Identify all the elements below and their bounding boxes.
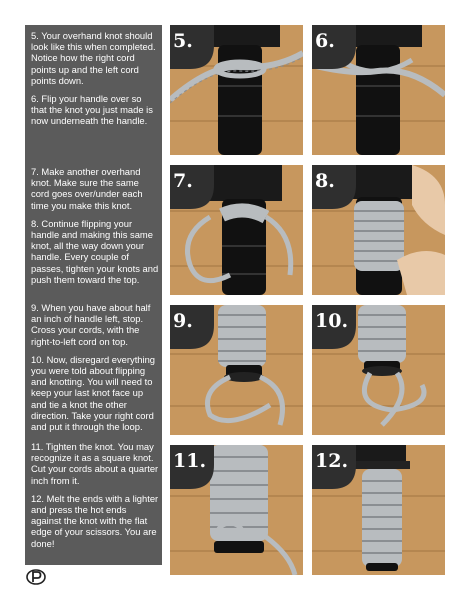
instructions-panel bbox=[25, 25, 162, 565]
badge-label: 9. bbox=[173, 310, 193, 332]
step-group-5-6 bbox=[31, 30, 159, 134]
badge-step-12 bbox=[312, 445, 356, 489]
badge-label: 6. bbox=[315, 30, 335, 52]
step-group-9-10 bbox=[31, 302, 159, 439]
badge-label: 10. bbox=[315, 310, 349, 332]
step-11-text: 11. Tighten the knot. You may recognize it as a square knot. Cut your cords about a quarter inch from it. bbox=[31, 441, 159, 486]
step-10-text: 10. Now, disregard everything you were told about flipping and knotting. You will need to keep your last knot face up and tie a knot the other direction. Take your right cord and put it through the loop. bbox=[31, 353, 156, 433]
badge-label: 5. bbox=[173, 30, 193, 52]
p-circle-logo-icon bbox=[26, 567, 46, 587]
badge-step-5 bbox=[170, 25, 214, 69]
badge-step-7 bbox=[170, 165, 214, 209]
step-8-text: 8. Continue flipping your handle and making this same knot, all the way down your handle. Every couple of passes, tighten your knots and push them toward the top. bbox=[31, 217, 159, 285]
step-group-11-12 bbox=[31, 441, 159, 556]
badge-step-11 bbox=[170, 445, 214, 489]
badge-step-6 bbox=[312, 25, 356, 69]
badge-label: 8. bbox=[315, 170, 335, 192]
badge-label: 11. bbox=[173, 450, 207, 472]
badge-step-8 bbox=[312, 165, 356, 209]
step-5-text: 5. Your overhand knot should look like this when completed. Notice how the right cord points up and the left cord points down. bbox=[31, 30, 156, 86]
badge-step-9 bbox=[170, 305, 214, 349]
badge-step-10 bbox=[312, 305, 356, 349]
step-7-text: 7. Make another overhand knot. Make sure the same cord goes over/under each time you make this knot. bbox=[31, 166, 143, 211]
step-6-text: 6. Flip your handle over so that the knot you just made is now underneath the handle. bbox=[31, 93, 153, 127]
step-12-text: 12. Melt the ends with a lighter and press the hot ends against the knot with the flat edge of your scissors. You are done! bbox=[31, 492, 159, 549]
step-group-7-8 bbox=[31, 166, 159, 292]
step-9-text: 9. When you have about half an inch of handle left, stop. Cross your cords, with the right-to-left cord on top. bbox=[31, 302, 151, 347]
badge-label: 12. bbox=[315, 450, 349, 472]
badge-label: 7. bbox=[173, 170, 193, 192]
